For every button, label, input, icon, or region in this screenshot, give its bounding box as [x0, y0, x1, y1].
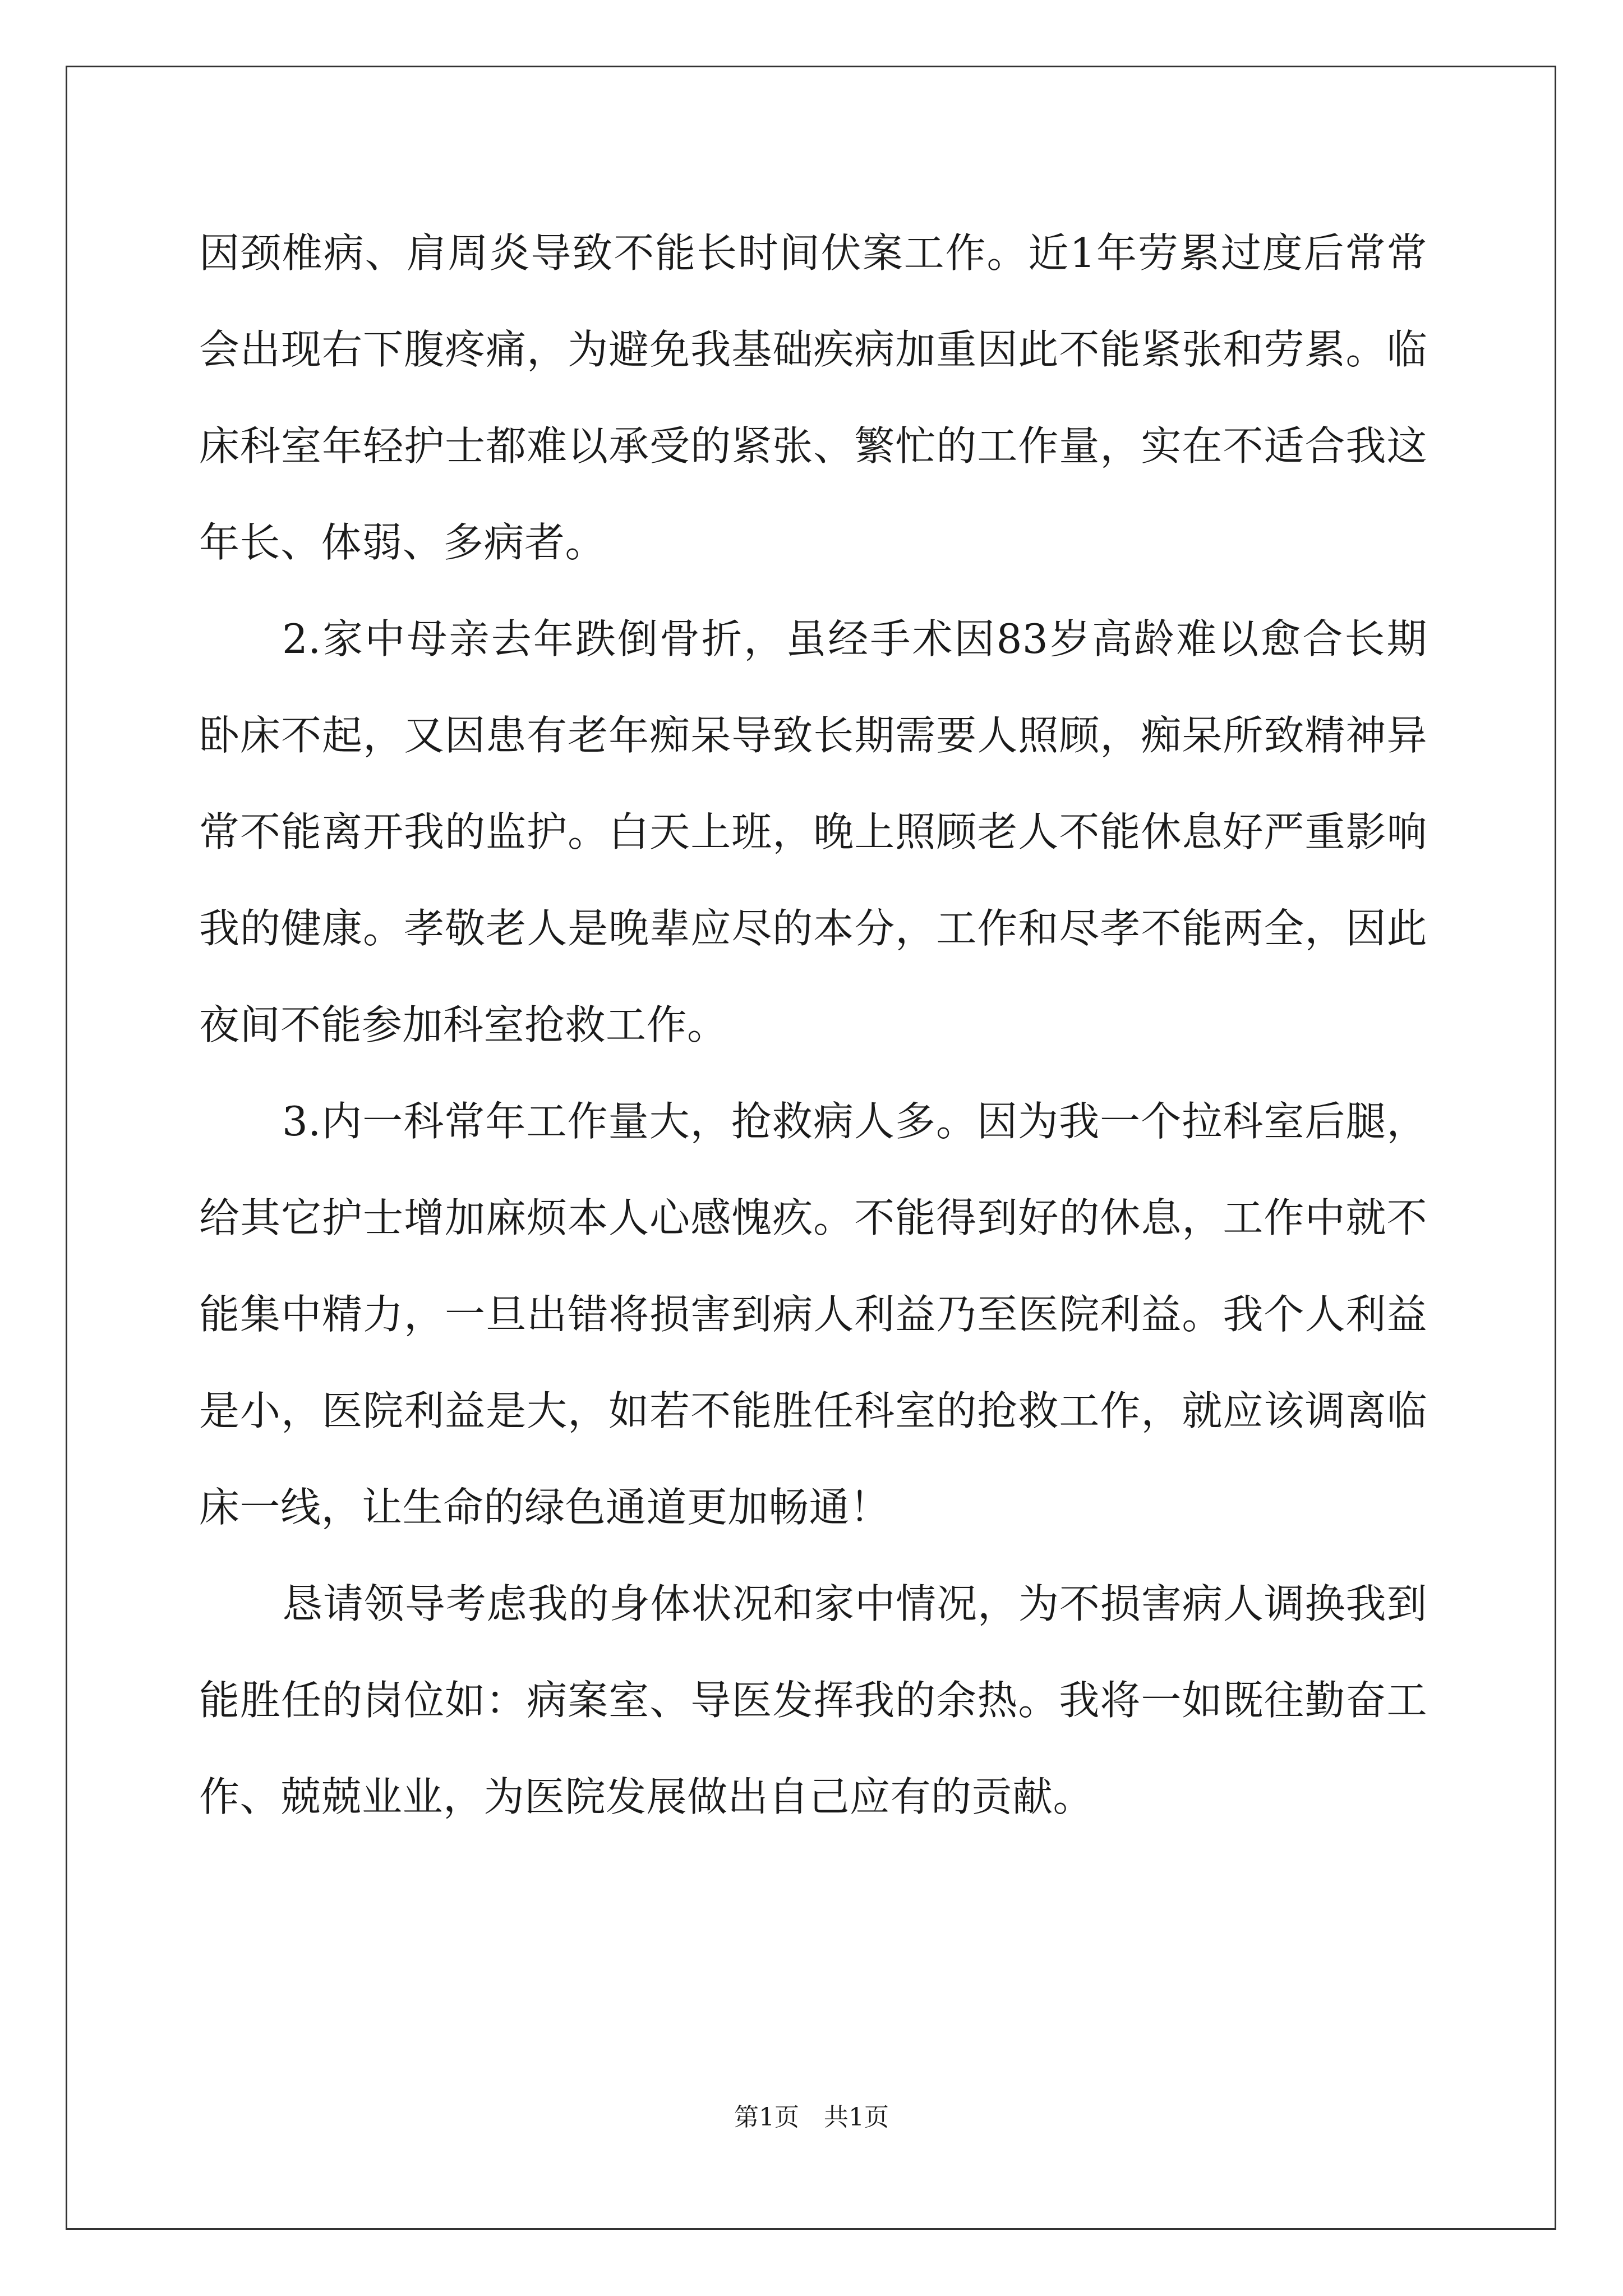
page-footer	[0, 2101, 1623, 2134]
paragraph-3: 3.内一科常年工作量大，抢救病人多。因为我一个拉科室后腿，给其它护士增加麻烦本人心感愧疚。不能得到好的休息，工作中就不能集中精力，一旦出错将损害到病人利益乃至医院利益。我个人利益是小，医院利益是大，如若不能胜任科室的抢救工作，就应该调离临床一线，让生命的绿色通道更加畅通！	[199, 1098, 1427, 1531]
paragraph-2: 2.家中母亲去年跌倒骨折，虽经手术因83岁高龄难以愈合长期卧床不起，又因患有老年痴呆导致长期需要人照顾，痴呆所致精神异常不能离开我的监护。白天上班，晚上照顾老人不能休息好严重影响我的健康。孝敬老人是晚辈应尽的本分，工作和尽孝不能两全，因此夜间不能参加科室抢救工作。	[199, 615, 1427, 1048]
paragraph-4: 恳请领导考虑我的身体状况和家中情况，为不损害病人调换我到能胜任的岗位如：病案室、导医发挥我的余热。我将一如既往勤奋工作、兢兢业业，为医院发展做出自己应有的贡献。	[199, 1580, 1427, 1820]
page-number-current: 第1页	[734, 2103, 799, 2132]
page-number-total: 共1页	[824, 2103, 889, 2132]
paragraph-1: 因颈椎病、肩周炎导致不能长时间伏案工作。近1年劳累过度后常常会出现右下腹疼痛，为避免我基础疾病加重因此不能紧张和劳累。临床科室年轻护士都难以承受的紧张、繁忙的工作量，实在不适合我这年长、体弱、多病者。	[199, 229, 1427, 566]
document-body	[199, 205, 1427, 1845]
